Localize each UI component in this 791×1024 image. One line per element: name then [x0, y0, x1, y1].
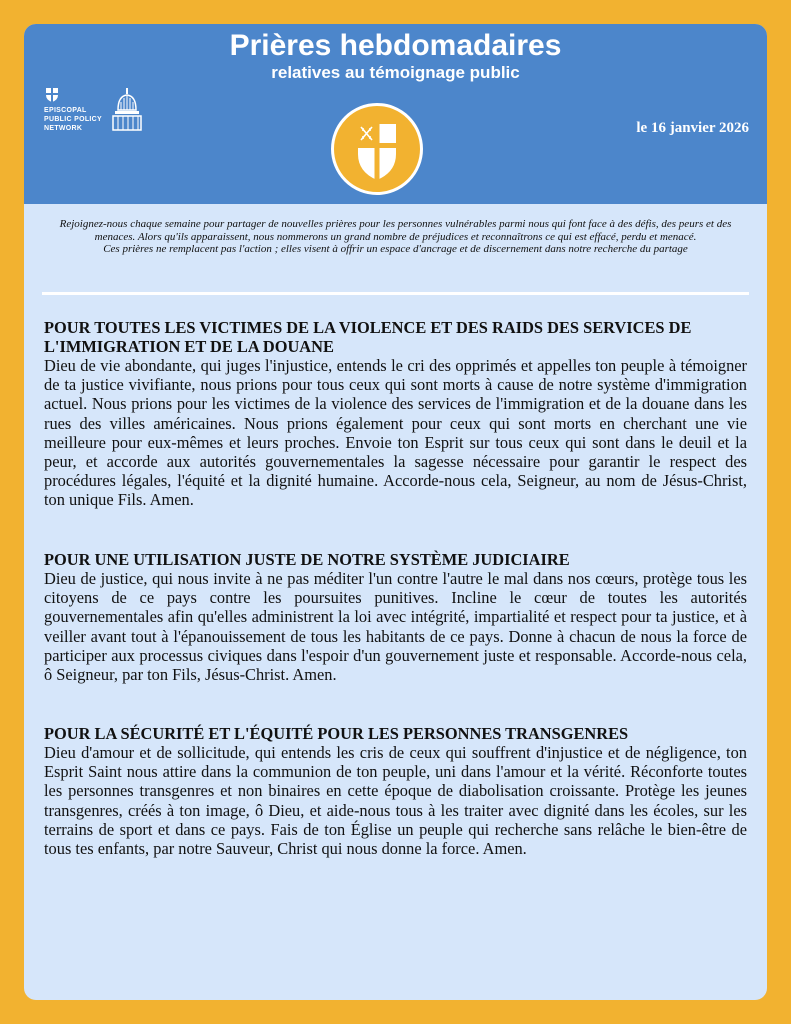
capitol-dome-icon — [110, 88, 144, 132]
episcopal-seal — [331, 103, 423, 195]
divider — [42, 292, 749, 295]
intro-text: Rejoignez-nous chaque semaine pour partager de nouvelles prières pour les personnes vulnérables parmi nous qui font face à des défis, des peurs et des menaces. Alors qu'ils apparaissent, nous nommerons un grand nombre de préjudices et reconnaîtrons ce qui est effacé, perdu et menacé. Ces prières ne remplacent pas l'action ; elles visent à offrir un espace d'ancrage et de discernement dans notre recherche du partage — [59, 218, 732, 256]
prayer-section-immigration — [44, 318, 747, 510]
episcopal-shield-icon — [46, 88, 58, 102]
section-heading: POUR LA SÉCURITÉ ET L'ÉQUITÉ POUR LES PERSONNES TRANSGENRES — [44, 724, 629, 743]
section-body: Dieu d'amour et de sollicitude, qui entends les cris de ceux qui souffrent d'injustice et de négligence, ton Esprit Saint nous attire dans la communion de ton peuple, uni dans l'amour et la vérité. Réconforte toutes les personnes transgenres et non binaires en cette époque de diabolisation croissante. Protège les jeunes transgenres, créés à ton image, ô Dieu, et aide-nous tous à les traiter avec dignité dans les écoles, sur les terrains de sport et dans ce pays. Fais de ton Église un peuple qui recherche sans relâche le bien-être de tous tes enfants, par notre Sauveur, Christ qui nous donne la force. Amen. — [44, 743, 747, 859]
section-body: Dieu de vie abondante, qui juges l'injustice, entends le cri des opprimés et appelles ton peuple à témoigner de ta justice vivifiante, nous prions pour tous ceux qui sont morts à cause de notre système d'immigration actuel. Nous prions pour les victimes de la violence des services de l'immigration et de la douane dans les rues des villes américaines. Nous prions également pour ceux qui sont morts en cherchant une vie meilleure pour eux-mêmes et leurs proches. Envoie ton Esprit sur tous ceux qui sont dans le deuil et la peur, et accorde aux autorités gouvernementales la sagesse nécessaire pour garantir le respect des procédures légales, l'équité et la dignité humaine. Accorde-nous cela, Seigneur, au nom de Jésus-Christ, ton unique Fils. Amen. — [44, 356, 747, 510]
page-title: Prières hebdomadaires — [229, 29, 562, 62]
episcopal-cross-shield-icon — [334, 106, 420, 192]
header-banner — [24, 24, 767, 204]
page-subtitle: relatives au témoignage public — [271, 63, 520, 82]
section-heading: POUR TOUTES LES VICTIMES DE LA VIOLENCE ET DES RAIDS DES SERVICES DE L'IMMIGRATION ET DE LA DOUANE — [44, 318, 692, 356]
prayer-section-justice — [44, 550, 747, 684]
page-card — [24, 24, 767, 1000]
prayer-section-transgender — [44, 724, 747, 858]
org-name: EPISCOPAL PUBLIC POLICY NETWORK — [44, 107, 102, 132]
section-heading: POUR UNE UTILISATION JUSTE DE NOTRE SYSTÈME JUDICIAIRE — [44, 550, 570, 569]
date-label: le 16 janvier 2026 — [636, 120, 749, 136]
section-body: Dieu de justice, qui nous invite à ne pas méditer l'un contre l'autre le mal dans nos cœurs, protège tous les citoyens de ce pays contre les poursuites punitives. Incline le cœur de toutes les autorités gouvernementales afin qu'elles administrent la loi avec intégrité, impartialité et respect pour ta justice, et à veiller avant tout à l'épanouissement de tous les habitants de ce pays. Donne à chacun de nous la force de participer aux processus civiques dans l'espoir d'un gouvernement juste et responsable. Accorde-nous cela, ô Seigneur, par ton Fils, Jésus-Christ. Amen. — [44, 569, 747, 685]
